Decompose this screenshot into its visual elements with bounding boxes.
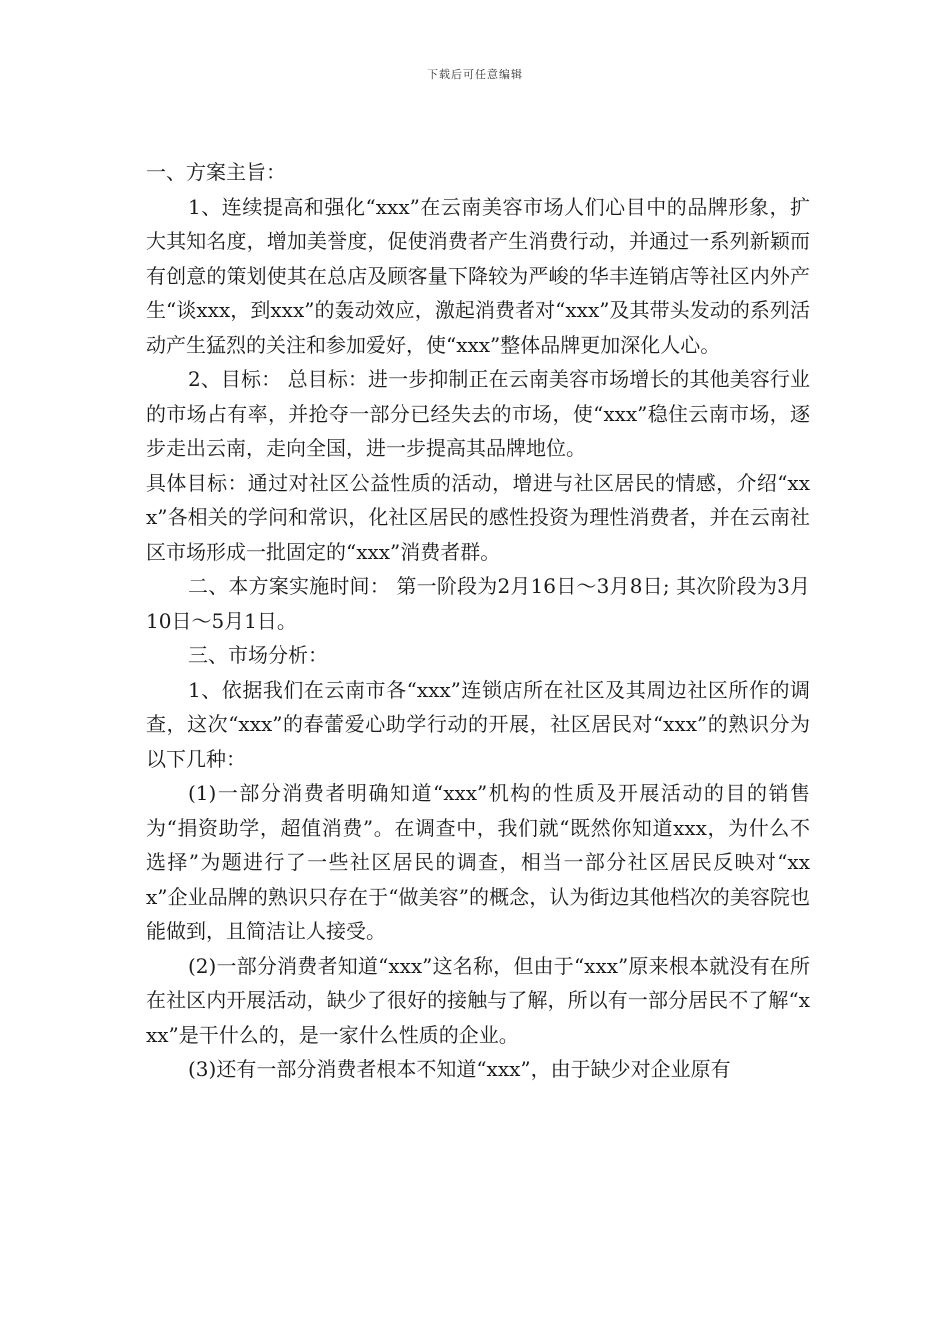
- page-header: 下载后可任意编辑: [427, 68, 523, 81]
- paragraph-goal-overall: 2、目标： 总目标：进一步抑制正在云南美容市场增长的其他美容行业的市场占有率，并抢夺一部分已经失去的市场，使“xxx”稳住云南市场，逐步走出云南，走向全国，进一步提高其品牌地位。: [146, 367, 810, 460]
- paragraph-market-item-2: (2)一部分消费者知道“xxx”这名称，但由于“xxx”原来根本就没有在所在社区内开展活动，缺少了很好的接触与了解，所以有一部分居民不了解“xxx”是干什么的，是一家什么性质的企业。: [146, 953, 810, 1047]
- paragraph-market-item-1: (1)一部分消费者明确知道“xxx”机构的性质及开展活动的目的销售为“捐资助学，超值消费”。在调查中，我们就“既然你知道xxx，为什么不选择”为题进行了一些社区居民的调查，相当一部分社区居民反映对“xxx”企业品牌的熟识只存在于“做美容”的概念，认为街边其他档次的美容院也能做到，且简洁让人接受。: [146, 781, 810, 943]
- document-body: [146, 155, 810, 1087]
- paragraph-purpose-1: 1、连续提高和强化“xxx”在云南美容市场人们心目中的品牌形象，扩大其知名度，增加美誉度，促使消费者产生消费行动，并通过一系列新颖而有创意的策划使其在总店及顾客量下降较为严峻的华丰连销店等社区内外产生“谈xxx，到xxx”的轰动效应，激起消费者对“xxx”及其带头发动的系列活动产生猛烈的关注和参加爱好，使“xxx”整体品牌更加深化人心。: [146, 194, 810, 357]
- paragraph-market-item-3: (3)还有一部分消费者根本不知道“xxx”，由于缺少对企业原有: [188, 1057, 731, 1081]
- section-heading-market: 三、市场分析：: [188, 643, 328, 667]
- paragraph-market-1: 1、依据我们在云南市各“xxx”连锁店所在社区及其周边社区所作的调查，这次“xxx”的春蕾爱心助学行动的开展，社区居民对“xxx”的熟识分为以下几种：: [146, 677, 810, 771]
- paragraph-goal-specific: 具体目标：通过对社区公益性质的活动，增进与社区居民的情感，介绍“xxx”各相关的学问和常识，化社区居民的感性投资为理性消费者，并在云南社区市场形成一批固定的“xxx”消费者群。: [146, 470, 810, 564]
- paragraph-schedule: 二、本方案实施时间： 第一阶段为2月16日～3月8日; 其次阶段为3月10日～5月1日。: [146, 574, 810, 633]
- section-heading-purpose: 一、方案主旨：: [146, 160, 286, 184]
